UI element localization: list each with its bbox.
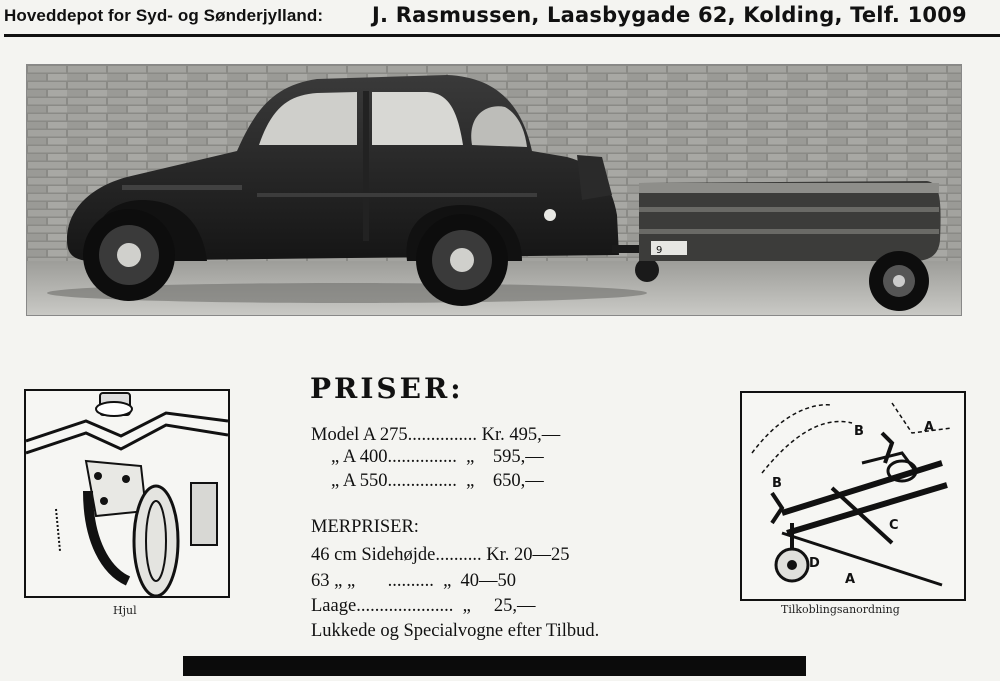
trailer (639, 181, 941, 261)
extra-row-prefix: „ (443, 571, 452, 591)
price-row-prefix: „ (466, 471, 475, 491)
extra-row-price: 20—25 (513, 545, 570, 565)
trailer-wheel (869, 251, 929, 311)
wheel-detail-inset (24, 389, 230, 598)
price-row-dots: ............... (387, 471, 457, 491)
price-row-model: Model A 275 (311, 425, 408, 445)
coupling-detail-inset (740, 391, 966, 601)
merpriser-title: MERPRISER: (311, 517, 419, 537)
price-row-model: „ A 550 (331, 471, 388, 491)
coupling-label-d: D (809, 556, 820, 571)
extra-row-dots: ..................... (356, 596, 454, 616)
bottom-black-bar (183, 656, 806, 676)
coupling-label-b-top: B (854, 424, 864, 439)
price-row-dots: ............... (407, 425, 477, 445)
price-row-a550 (331, 471, 544, 492)
trailer-plate-text: 9 (656, 245, 663, 256)
coupling-label-a-bottom: A (845, 572, 856, 587)
extra-row-label: 63 „ „ (311, 571, 356, 591)
coupling-detail-drawing (742, 393, 964, 599)
price-row-a275 (311, 425, 560, 446)
extra-row-label: 46 cm Sidehøjde (311, 545, 436, 565)
coupling-label-b-left: B (772, 476, 782, 491)
price-row-model: „ A 400 (331, 447, 388, 467)
extra-row-prefix: „ (462, 596, 471, 616)
page-header (0, 0, 1000, 44)
extra-row-price: 40—50 (460, 571, 517, 591)
coupling-label-a-top: A (924, 420, 935, 435)
extra-row-sidehojde-46 (311, 545, 569, 566)
price-row-prefix: „ (466, 447, 475, 467)
header-dealer-address: J. Rasmussen, Laasbygade 62, Kolding, Telf. 1009 (372, 3, 967, 27)
price-row-price: 495,— (509, 425, 561, 445)
extra-row-label: Laage (311, 596, 357, 616)
price-row-price: 595,— (492, 447, 544, 467)
price-row-price: 650,— (492, 471, 544, 491)
price-row-dots: ............... (387, 447, 457, 467)
wheel-caption: Hjul (113, 604, 137, 617)
extra-row-dots: .......... (435, 545, 482, 565)
car-rear-wheel (416, 214, 508, 306)
extra-row-prefix: Kr. (486, 545, 510, 565)
wheel-detail-drawing (26, 391, 228, 596)
car-trailer-photo (26, 64, 962, 316)
car-front-wheel (83, 209, 175, 301)
extra-row-laage (311, 596, 536, 617)
coupling-caption: Tilkoblingsanordning (781, 603, 900, 616)
header-rule (4, 34, 1000, 37)
coupling-label-c: C (889, 518, 899, 533)
car-trailer-illustration (27, 65, 961, 315)
header-depot-label: Hoveddepot for Syd- og Sønderjylland: (4, 6, 324, 25)
extra-row-sidehojde-63 (311, 571, 516, 592)
prices-title: PRISER: (310, 372, 464, 405)
extra-row-dots: .......... (387, 571, 434, 591)
extra-row-price: 25,— (493, 596, 536, 616)
price-row-prefix: Kr. (481, 425, 505, 445)
price-row-a400 (331, 447, 544, 468)
special-offer-note: Lukkede og Specialvogne efter Tilbud. (311, 621, 600, 641)
